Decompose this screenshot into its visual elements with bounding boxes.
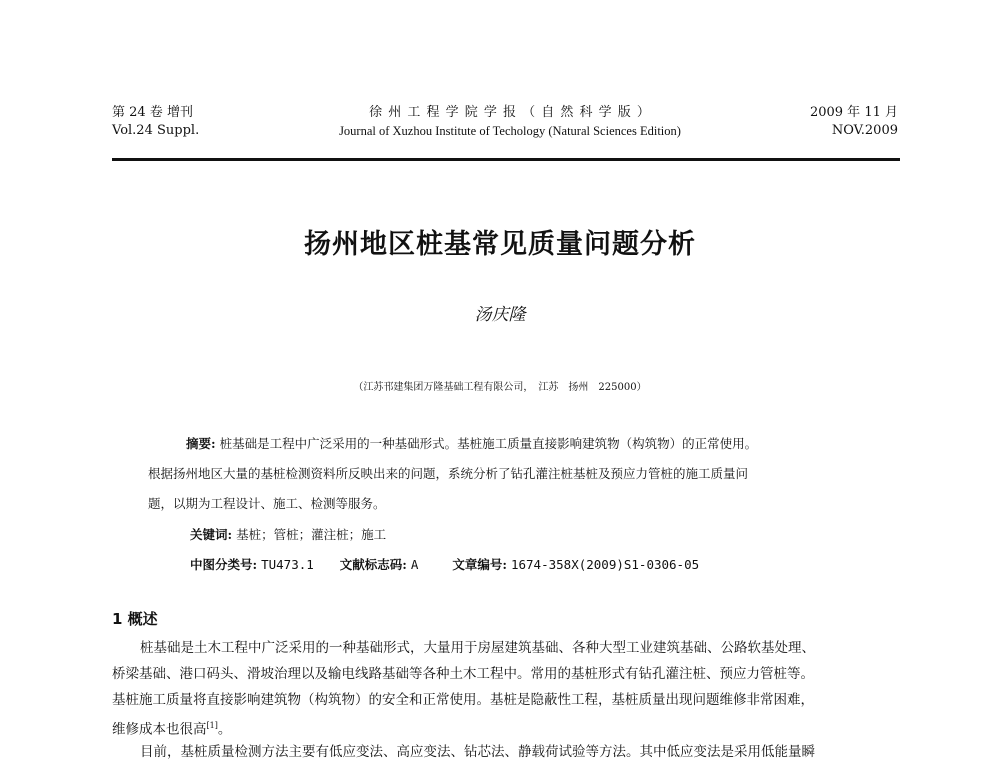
body-line (112, 716, 231, 740)
journal-title-en: Journal of Xuzhou Institute of Techology (Natural Sciences Edition) (339, 124, 681, 138)
doc-code-value: A (410, 557, 419, 572)
abstract-label: 摘要: (186, 436, 216, 451)
section-heading-overview: 1 概述 (112, 610, 158, 628)
article-number-value: 1674-358X(2009)S1-0306-05 (510, 557, 700, 572)
abstract-line-3: 题，以期为工程设计、施工、检测等服务。 (148, 496, 386, 511)
abstract-line-1 (186, 435, 757, 453)
body-line: 桥梁基础、港口码头、滑坡治理以及输电线路基础等各种土木工程中。常用的基桩形式有钻孔灌注桩、预应力管桩等。 (112, 666, 814, 682)
journal-title-cn: 徐 州 工 程 学 院 学 报 （ 自 然 科 学 版 ） (369, 105, 651, 120)
issue-date-cn: 2009 年 11 月 (809, 105, 898, 120)
author-name: 汤庆隆 (474, 305, 526, 325)
citation-ref: [1] (206, 721, 218, 730)
paper-title: 扬州地区桩基常见质量问题分析 (304, 229, 696, 260)
clc-value: TU473.1 (261, 557, 314, 572)
issue-date-en: NOV.2009 (831, 123, 898, 138)
doc-code-label: 文献标志码: (339, 557, 407, 572)
keywords-value: 基桩；管桩；灌注桩；施工 (236, 527, 387, 542)
body-line: 桩基础是土木工程中广泛采用的一种基础形式，大量用于房屋建筑基础、各种大型工业建筑基础、公路软基处理、 (140, 640, 815, 656)
header-rule (112, 158, 900, 161)
keywords-label: 关键词: (190, 527, 233, 542)
keywords-line (190, 526, 386, 544)
abstract-text-1: 桩基础是工程中广泛采用的一种基础形式。基桩施工质量直接影响建筑物（构筑物）的正常使用。 (219, 436, 758, 451)
body-line-text: 维修成本也很高 (112, 721, 207, 738)
abstract-line-2: 根据扬州地区大量的基桩检测资料所反映出来的问题，系统分析了钻孔灌注桩基桩及预应力管桩的施工质量问 (148, 466, 749, 481)
body-line: 基桩施工质量将直接影响建筑物（构筑物）的安全和正常使用。基桩是隐蔽性工程，基桩质量出现问题维修非常困难， (112, 692, 814, 708)
journal-volume-cn: 第 24 卷 增刊 (112, 105, 193, 120)
classification-line (190, 556, 699, 574)
journal-volume-en: Vol.24 Suppl. (112, 123, 200, 138)
clc-label: 中图分类号: (190, 557, 258, 572)
body-line: 目前，基桩质量检测方法主要有低应变法、高应变法、钻芯法、静载荷试验等方法。其中低应变法是采用低能量瞬 (140, 744, 815, 760)
article-number-label: 文章编号: (452, 557, 507, 572)
author-affiliation: （江苏邗建集团万隆基础工程有限公司， 江苏 扬州 225000） (353, 382, 647, 393)
body-line-end: 。 (217, 721, 232, 738)
